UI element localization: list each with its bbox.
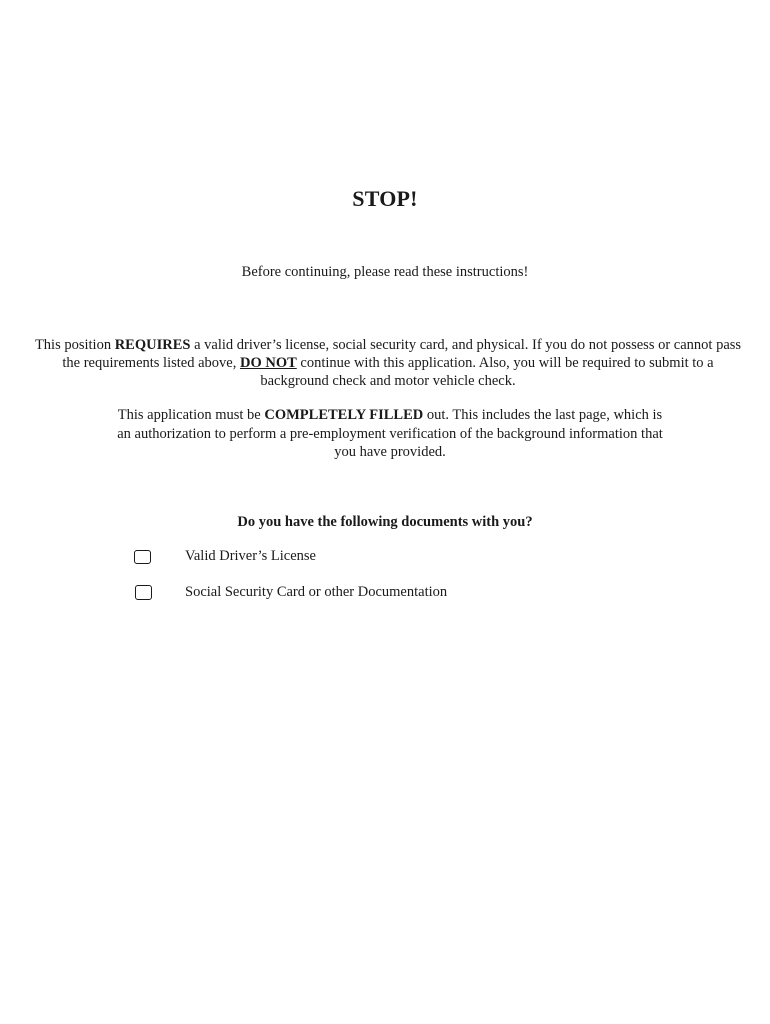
completion-text-2: out. This includes the last page, which is an authorization to perform a pre-employment verification of the background information that you have provided.	[117, 407, 663, 460]
instructions-subtitle: Before continuing, please read these instructions!	[241, 264, 529, 280]
page-title: STOP!	[352, 186, 418, 211]
requirements-text-1: This position	[34, 337, 115, 353]
requirements-text-2: a valid driver’s license, social security card, and physical. If you do not possess or cannot pass the requirements listed above,	[62, 337, 742, 371]
drivers-license-checkbox[interactable]	[134, 550, 151, 564]
social-security-label: Social Security Card or other Documentation	[185, 584, 448, 600]
checklist-item-drivers-license[interactable]	[134, 548, 316, 565]
requirements-text-3: continue with this application. Also, you will be required to submit to a background check and motor vehicle check.	[260, 355, 714, 389]
documents-question: Do you have the following documents with you?	[237, 514, 533, 530]
do-not-emphasis: DO NOT	[239, 355, 297, 371]
social-security-checkbox[interactable]	[135, 585, 152, 600]
completion-paragraph	[110, 406, 670, 462]
requires-emphasis: REQUIRES	[114, 337, 191, 353]
drivers-license-label: Valid Driver’s License	[185, 548, 316, 564]
completion-text-1: This application must be	[117, 407, 265, 423]
checklist-item-social-security[interactable]	[134, 584, 447, 601]
requirements-paragraph	[28, 336, 748, 390]
completely-filled-emphasis: COMPLETELY FILLED	[264, 407, 424, 423]
